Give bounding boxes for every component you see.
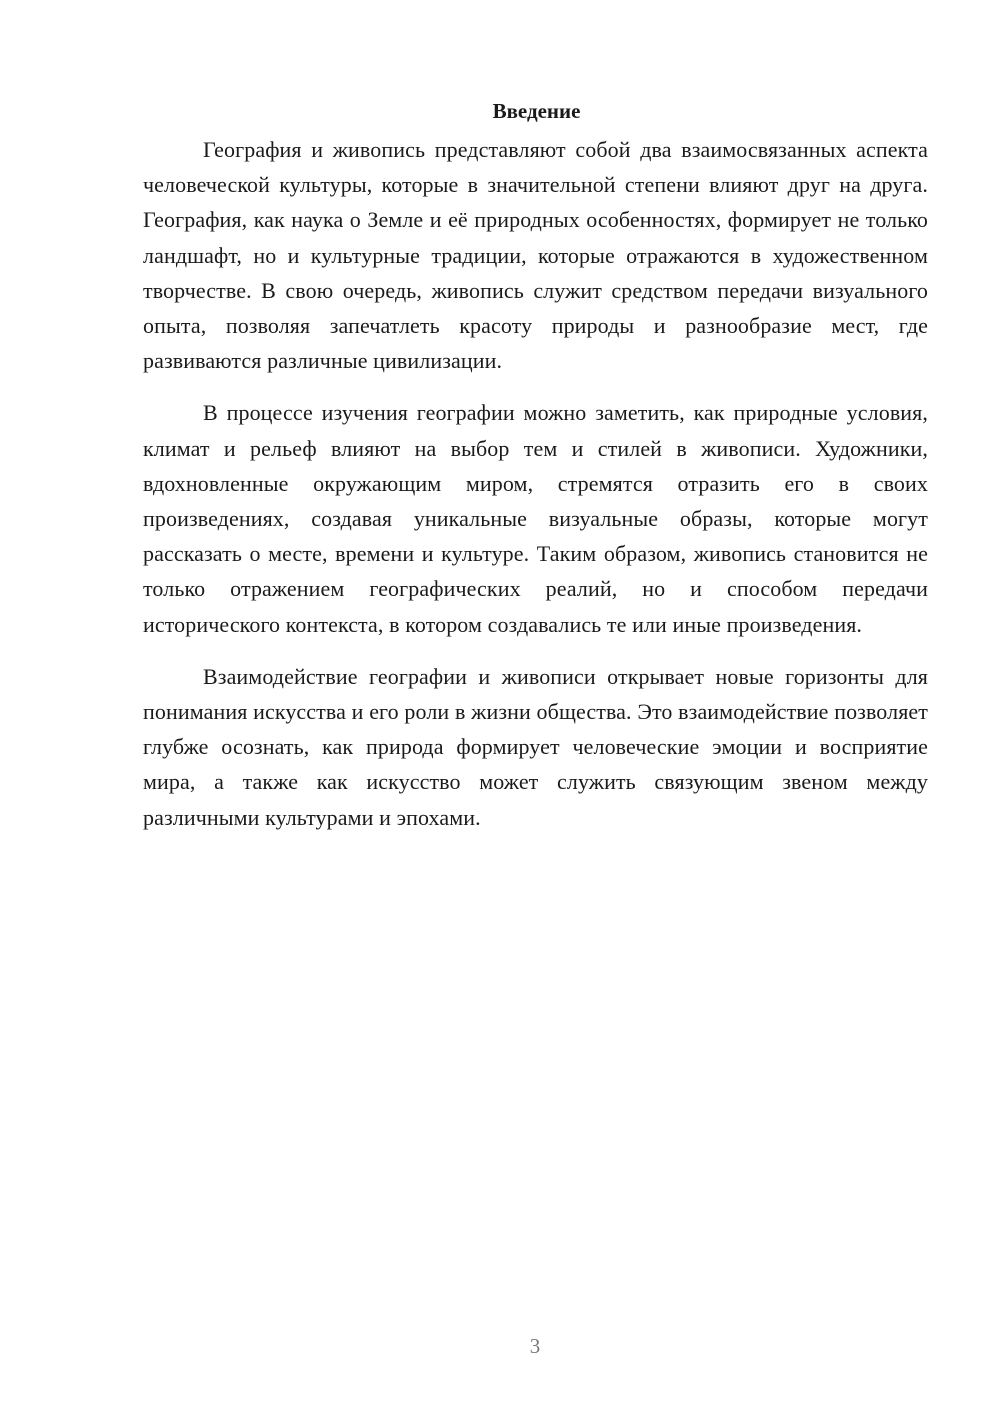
paragraph-2: В процессе изучения географии можно заметить, как природные условия, климат и рельеф влияют на выбор тем и стилей в живописи. Художники, вдохновленные окружающим миром, стремятся отразить его в своих произведениях, создавая уникальные визуальные образы, которые могут рассказать о месте, времени и культуре. Таким образом, живопись становится не только отражением географических реалий, но и способом передачи исторического контекста, в котором создавались те или иные произведения. xyxy=(143,400,928,637)
page-number: 3 xyxy=(529,1334,541,1358)
paragraph-1: География и живопись представляют собой два взаимосвязанных аспекта человеческой культуры, которые в значительной степени влияют друг на друга. География, как наука о Земле и её природных особенностях, формирует не только ландшафт, но и культурные традиции, которые отражаются в художественном творчестве. В свою очередь, живопись служит средством передачи визуального опыта, позволяя запечатлеть красоту природы и разнообразие мест, где развиваются различные цивилизации. xyxy=(143,137,928,374)
paragraph-3: Взаимодействие географии и живописи открывает новые горизонты для понимания искусства и его роли в жизни общества. Это взаимодействие позволяет глубже осознать, как природа формирует человеческие эмоции и восприятие мира, а также как искусство может служить связующим звеном между различными культурами и эпохами. xyxy=(143,663,928,830)
page-content xyxy=(143,96,928,852)
section-heading: Введение xyxy=(492,99,581,123)
